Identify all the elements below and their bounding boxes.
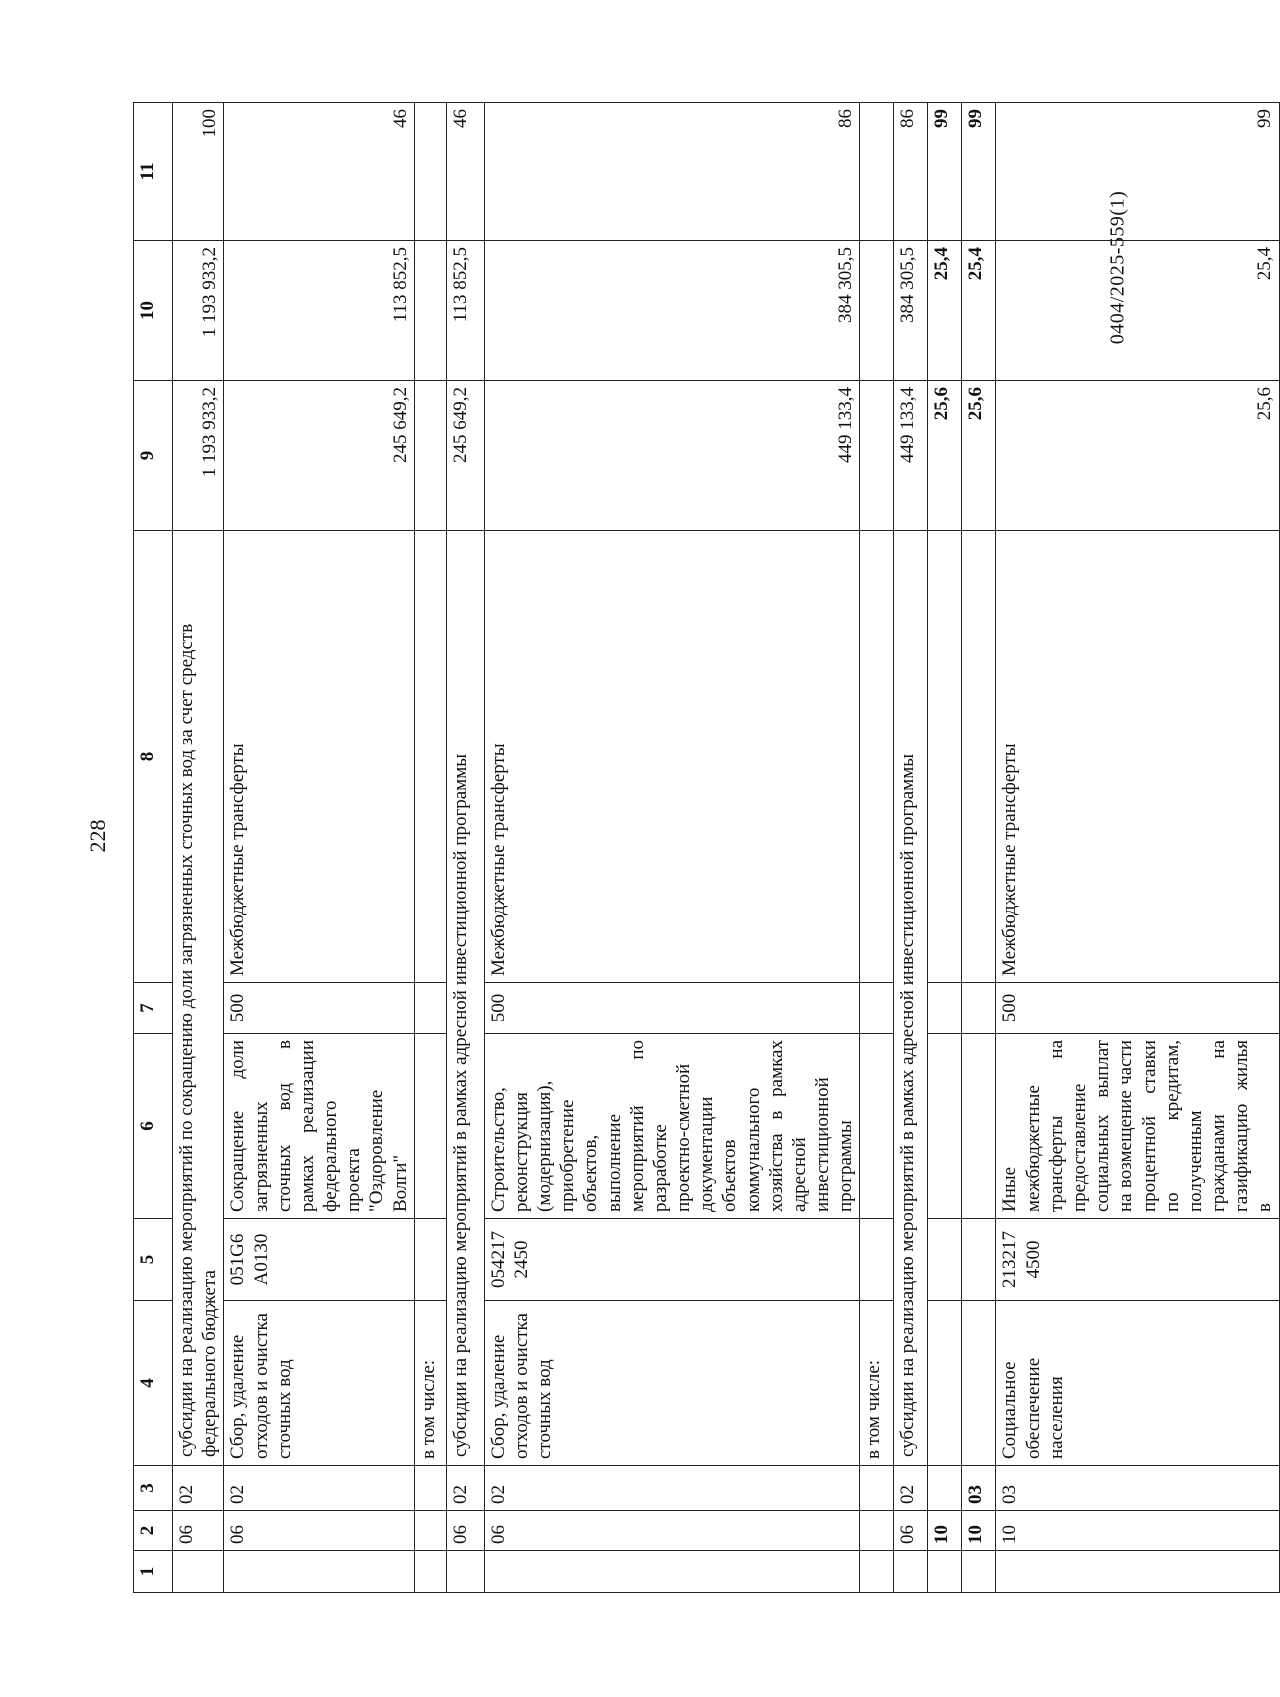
cell-c6 [962, 1034, 996, 1219]
cell-c5 [928, 1219, 962, 1301]
cell-c9: 25,6 [928, 381, 962, 531]
cell-c3: 03 [996, 1466, 1279, 1511]
cell-c10: 25,4 [928, 241, 962, 381]
cell-spanning-text: субсидии на реализацию мероприятий в рамках адресной инвестиционной программы [894, 531, 928, 1466]
table-row [860, 103, 894, 1593]
cell-c9 [860, 381, 894, 531]
cell-c8: Межбюджетные трансферты [484, 531, 860, 983]
cell-c7 [414, 983, 446, 1034]
cell-c9: 25,6 [996, 381, 1279, 531]
cell-c6 [928, 1034, 962, 1219]
cell-c1 [484, 1551, 860, 1593]
cell-c2: 10 [996, 1511, 1279, 1551]
cell-c2 [414, 1511, 446, 1551]
header-row [134, 103, 173, 1593]
cell-c2: 10 [962, 1511, 996, 1551]
cell-c6 [414, 1034, 446, 1219]
cell-c10 [860, 241, 894, 381]
page-number: 228 [85, 819, 110, 853]
cell-c1 [860, 1551, 894, 1593]
cell-spanning-text: субсидии на реализацию мероприятий по сокращению доли загрязненных сточных вод за счет средств федерального бюджета [173, 531, 224, 1466]
cell-spanning-text: субсидии на реализацию мероприятий в рамках адресной инвестиционной программы [446, 531, 484, 1466]
cell-c2 [860, 1511, 894, 1551]
cell-c11: 86 [484, 103, 860, 241]
col-header: 9 [134, 381, 173, 531]
budget-table [133, 102, 1280, 1593]
cell-c10: 25,4 [962, 241, 996, 381]
cell-c5: 054217 2450 [484, 1219, 860, 1301]
cell-c4 [962, 1301, 996, 1466]
cell-c3: 02 [484, 1466, 860, 1511]
cell-c4: Социальное обеспечение населения [996, 1301, 1279, 1466]
cell-c2: 06 [446, 1511, 484, 1551]
cell-c2: 06 [484, 1511, 860, 1551]
table-row [996, 103, 1279, 1593]
cell-c10: 25,4 [996, 241, 1279, 381]
col-header: 8 [134, 531, 173, 983]
cell-c5 [414, 1219, 446, 1301]
cell-c7 [928, 983, 962, 1034]
table-row [446, 103, 484, 1593]
col-header: 10 [134, 241, 173, 381]
cell-c11: 46 [224, 103, 414, 241]
cell-c6: Строительство, реконструкция (модернизация), приобретение объектов, выполнение мероприятий по разработке проектно-сметной документации объектов коммунального хозяйства в рамках адресной инвестиционной программы [484, 1034, 860, 1219]
cell-c10: 113 852,5 [224, 241, 414, 381]
cell-c8 [860, 531, 894, 983]
cell-c10: 1 193 933,2 [173, 241, 224, 381]
cell-c3 [928, 1466, 962, 1511]
cell-c11: 99 [928, 103, 962, 241]
cell-c5 [860, 1219, 894, 1301]
col-header: 1 [134, 1551, 173, 1593]
cell-c1 [173, 1551, 224, 1593]
cell-c4: Сбор, удаление отходов и очистка сточных вод [484, 1301, 860, 1466]
col-header: 11 [134, 103, 173, 241]
cell-c11: 46 [446, 103, 484, 241]
cell-c9: 449 133,4 [894, 381, 928, 531]
cell-c1 [414, 1551, 446, 1593]
col-header: 4 [134, 1301, 173, 1466]
cell-c3: 02 [446, 1466, 484, 1511]
cell-c4: Сбор, удаление отходов и очистка сточных вод [224, 1301, 414, 1466]
cell-c4: в том числе: [860, 1301, 894, 1466]
cell-c5: 051G6 А0130 [224, 1219, 414, 1301]
table-row [414, 103, 446, 1593]
cell-c8: Межбюджетные трансферты [224, 531, 414, 983]
cell-c7 [860, 983, 894, 1034]
cell-c10: 113 852,5 [446, 241, 484, 381]
table-row [894, 103, 928, 1593]
cell-c1 [996, 1551, 1279, 1593]
col-header: 3 [134, 1466, 173, 1511]
cell-c7: 500 [484, 983, 860, 1034]
cell-c1 [962, 1551, 996, 1593]
cell-c8 [928, 531, 962, 983]
cell-c2: 10 [928, 1511, 962, 1551]
cell-c2: 06 [224, 1511, 414, 1551]
cell-c11 [860, 103, 894, 241]
col-header: 5 [134, 1219, 173, 1301]
cell-c9: 245 649,2 [446, 381, 484, 531]
cell-c9: 25,6 [962, 381, 996, 531]
col-header: 2 [134, 1511, 173, 1551]
table-row [928, 103, 962, 1593]
cell-c10: 384 305,5 [484, 241, 860, 381]
table-row [173, 103, 224, 1593]
col-header: 6 [134, 1034, 173, 1219]
cell-c2: 06 [894, 1511, 928, 1551]
cell-c10 [414, 241, 446, 381]
cell-c11: 99 [962, 103, 996, 241]
cell-c3 [414, 1466, 446, 1511]
cell-c3 [860, 1466, 894, 1511]
cell-c11: 86 [894, 103, 928, 241]
cell-c6: Иные межбюджетные трансферты на предоставление социальных выплат на возмещение части процентной ставки по кредитам, полученным гражданами на газификацию жилья в [996, 1034, 1279, 1219]
table-row [962, 103, 996, 1593]
table-row [484, 103, 860, 1593]
cell-c6: Сокращение доли загрязненных сточных вод в рамках реализации федерального проекта "Оздоровление Волги" [224, 1034, 414, 1219]
cell-c3: 03 [962, 1466, 996, 1511]
cell-c2: 06 [173, 1511, 224, 1551]
cell-c11 [414, 103, 446, 241]
cell-c11: 100 [173, 103, 224, 241]
cell-c11: 99 [996, 103, 1279, 241]
cell-c8 [414, 531, 446, 983]
cell-c10: 384 305,5 [894, 241, 928, 381]
document-code: 0404/2025-559(1) [1106, 190, 1129, 345]
cell-c1 [928, 1551, 962, 1593]
cell-c3: 02 [894, 1466, 928, 1511]
cell-c4 [928, 1301, 962, 1466]
col-header: 7 [134, 983, 173, 1034]
cell-c7: 500 [996, 983, 1279, 1034]
cell-c8: Межбюджетные трансферты [996, 531, 1279, 983]
cell-c3: 02 [224, 1466, 414, 1511]
cell-c7: 500 [224, 983, 414, 1034]
cell-c8 [962, 531, 996, 983]
cell-c7 [962, 983, 996, 1034]
cell-c6 [860, 1034, 894, 1219]
cell-c4: в том числе: [414, 1301, 446, 1466]
cell-c3: 02 [173, 1466, 224, 1511]
cell-c5: 213217 4500 [996, 1219, 1279, 1301]
cell-c1 [224, 1551, 414, 1593]
cell-c1 [894, 1551, 928, 1593]
table-row [224, 103, 414, 1593]
cell-c9: 449 133,4 [484, 381, 860, 531]
cell-c5 [962, 1219, 996, 1301]
cell-c9: 245 649,2 [224, 381, 414, 531]
cell-c1 [446, 1551, 484, 1593]
cell-c9 [414, 381, 446, 531]
cell-c9: 1 193 933,2 [173, 381, 224, 531]
